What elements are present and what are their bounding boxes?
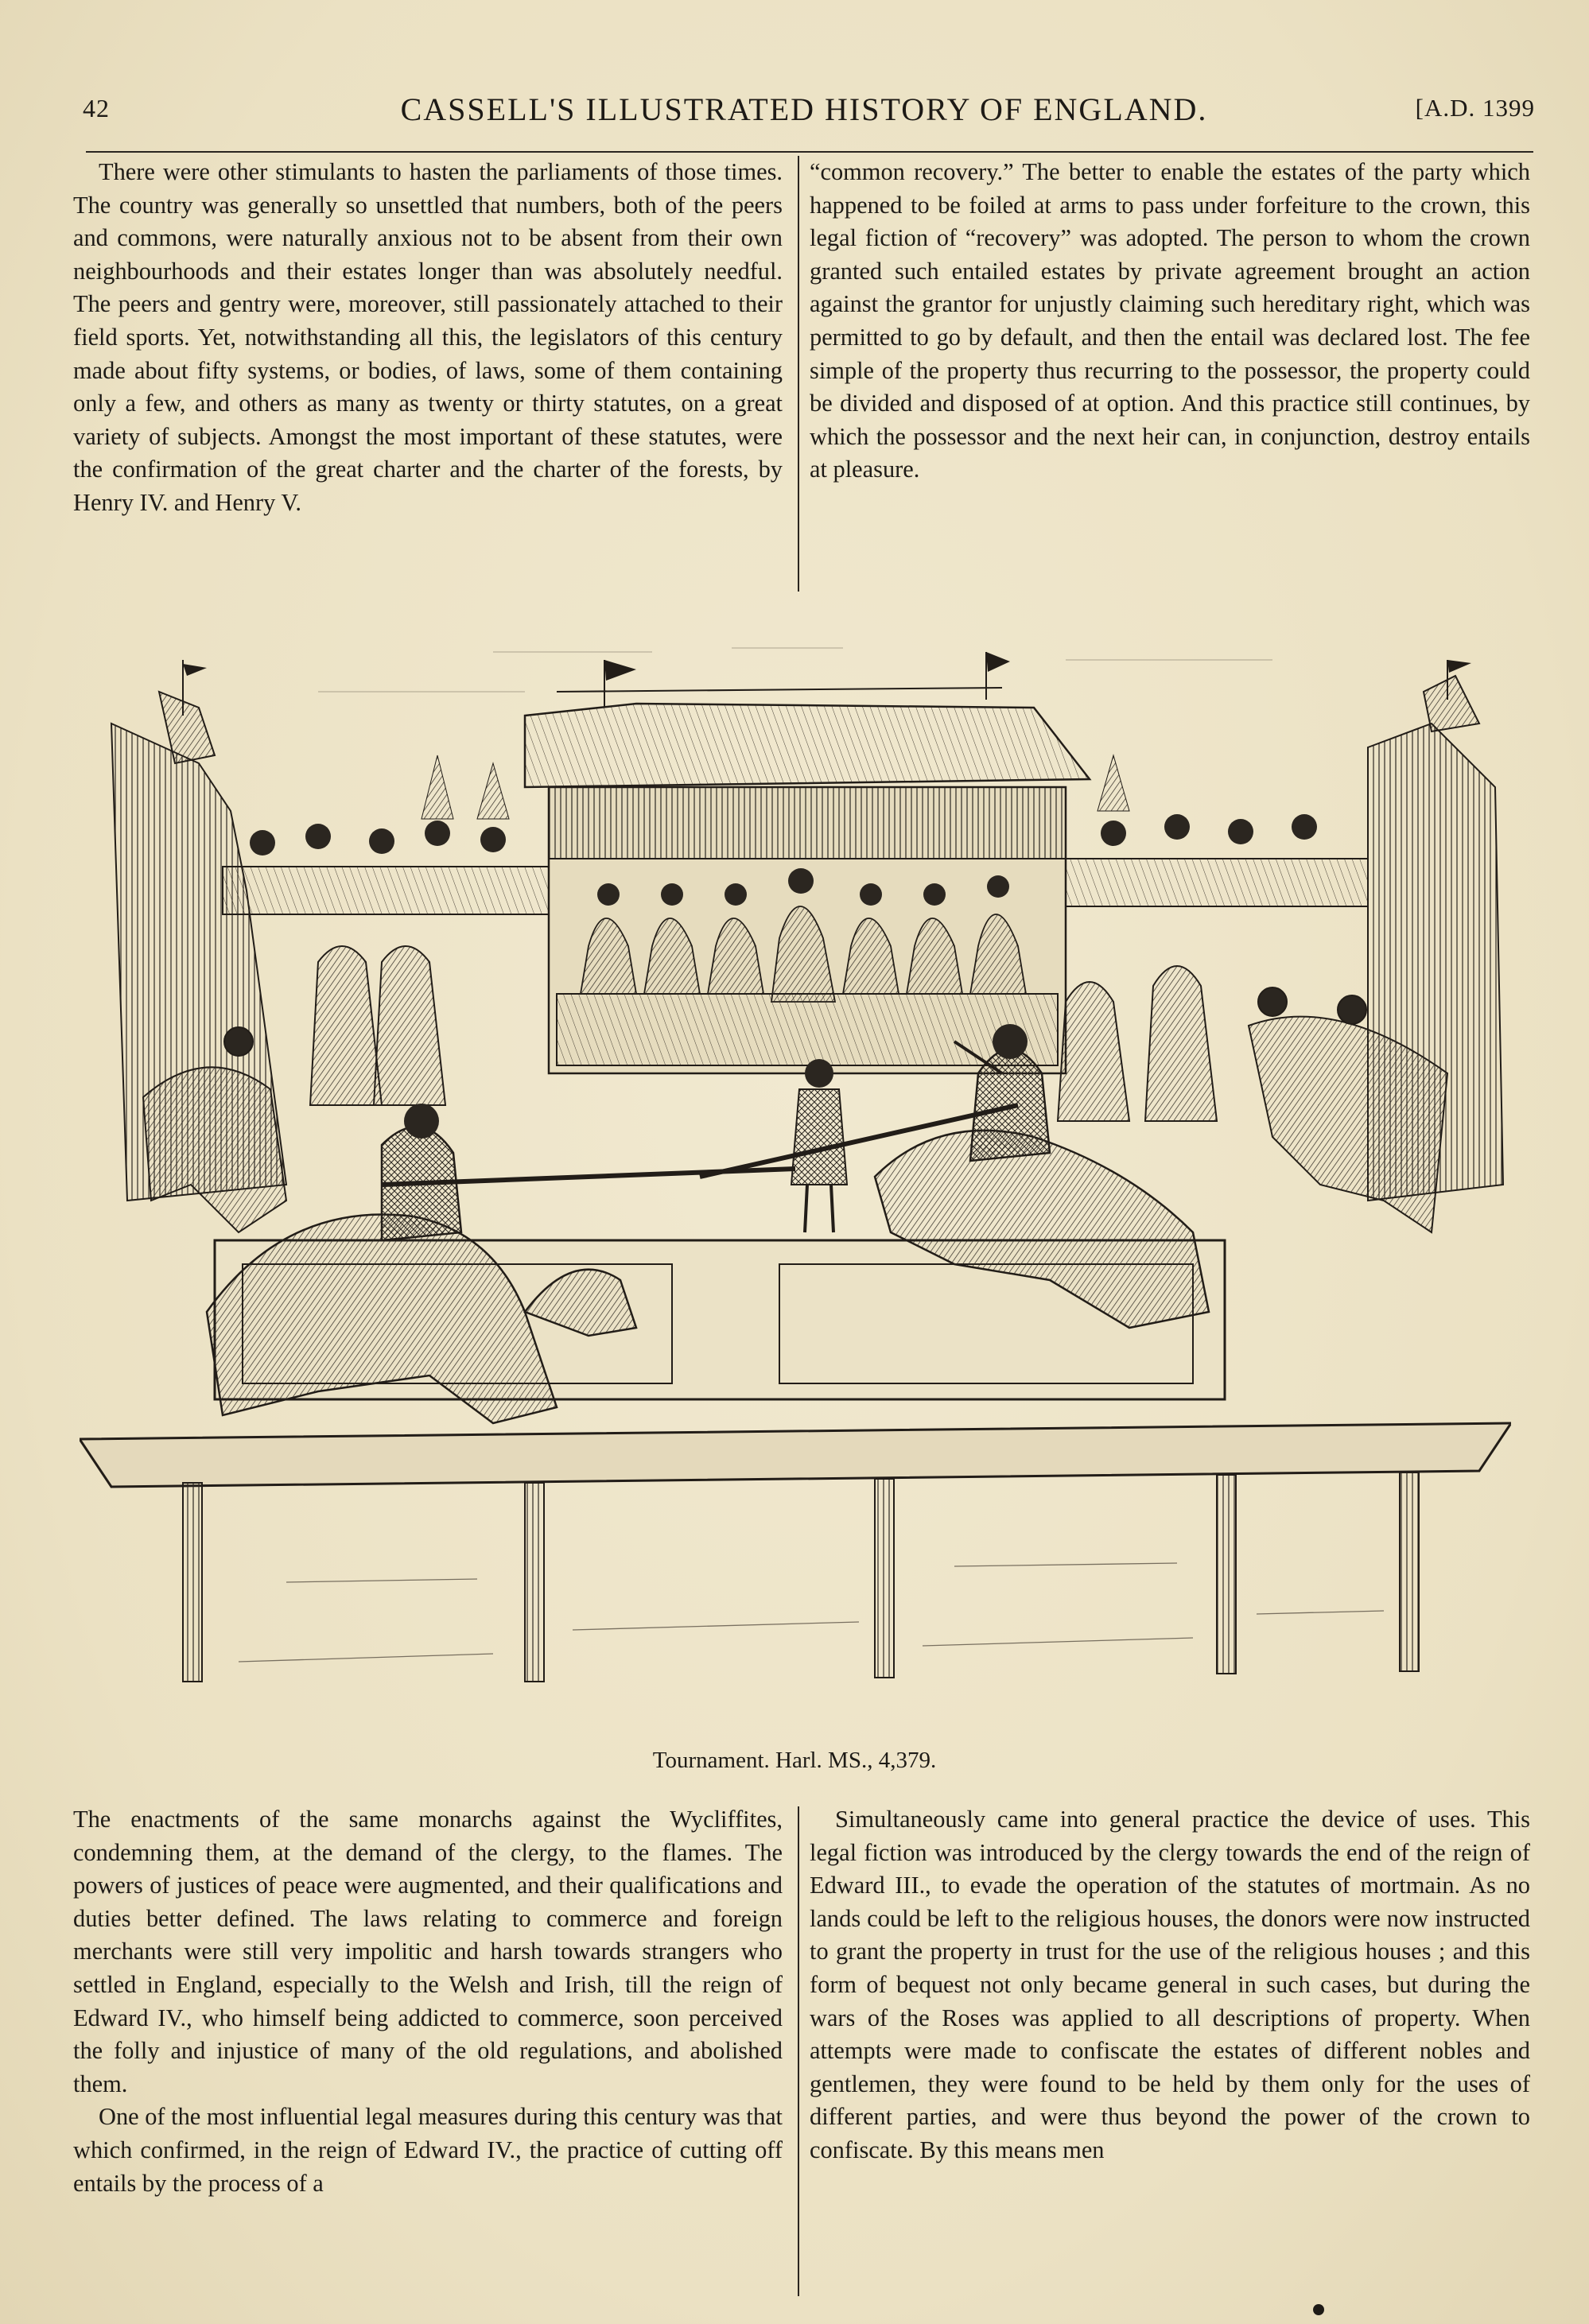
header-rule xyxy=(86,151,1533,153)
date-marker: [A.D. 1399 xyxy=(1415,94,1535,122)
illustration-caption: Tournament. Harl. MS., 4,379. xyxy=(652,1748,937,1773)
left-gallery xyxy=(223,755,549,914)
column-divider-bottom xyxy=(798,1806,799,2296)
paragraph: Simultaneously came into general practice the device of uses. This legal fiction was introduced by the clergy towards the end of the reign of Edward III., to evade the operation of the statutes of mortmain. As no lands could be left to the religious houses, the donors were now instructed to grant the property in trust for the use of the religious houses ; and this form of bequest not only became general in such cases, but during the wars of the Roses was applied to all descriptions of property. When attempts were made to confiscate the estates of different nobles and gentlemen, they were found to be held by them only for the uses of different parties, and were thus beyond the power of the crown to confiscate. By this means men xyxy=(810,1806,1530,2163)
top-left-column xyxy=(73,156,783,520)
paragraph: One of the most influential legal measures during this century was that which confirmed, in the reign of Edward IV., the practice of cutting off entails by the process of a xyxy=(73,2103,783,2197)
paragraph: The enactments of the same monarchs against the Wycliffites, condemning them, at the demand of the clergy, to the flames. The powers of justices of peace were augmented, and their qualifications and duties better defined. The laws relating to commerce and foreign merchants were still very impolitic and harsh towards strangers who settled in England, especially to the Welsh and Irish, till the reign of Edward IV., who himself being addicted to commerce, soon perceived the folly and injustice of many of the old regulations, and abolished them. xyxy=(73,1806,783,2097)
bottom-right-column xyxy=(810,1803,1530,2167)
column-divider-top xyxy=(798,156,799,592)
page-mark xyxy=(1313,2304,1324,2315)
right-gallery xyxy=(1066,755,1368,906)
bottom-left-column xyxy=(73,1803,783,2200)
book-title: CASSELL'S ILLUSTRATED HISTORY OF ENGLAND. xyxy=(400,91,1208,127)
royal-pavilion xyxy=(525,652,1090,1073)
paragraph: There were other stimulants to hasten the parliaments of those times. The country was generally so unsettled that numbers, both of the peers and commons, were naturally anxious not to be absent from their own neighbourhoods and their estates longer than was absolutely needful. The peers and gentry were, moreover, still passionately attached to their field sports. Yet, notwithstanding all this, the legislators of this century made about fifty systems, or bodies, of laws, some of them containing only a few, and others as many as twenty or thirty statutes, on a great variety of subjects. Amongst the most important of these statutes, were the confirmation of the great charter and the charter of the forests, by Henry IV. and Henry V. xyxy=(73,158,783,516)
tournament-engraving xyxy=(80,628,1511,1725)
top-right-column xyxy=(810,156,1530,487)
platform xyxy=(80,1423,1511,1682)
running-header xyxy=(73,87,1535,135)
page-number: 42 xyxy=(83,94,110,122)
sky-strokes xyxy=(318,648,1272,692)
paragraph: “common recovery.” The better to enable the estates of the party which happened to be foiled at arms to pass under forfeiture to the crown, this legal fiction of “recovery” was adopted. The person to whom the crown granted such entailed estates by private agreement brought an action against the grantor for unjustly claiming such hereditary right, which was permitted to go by default, and then the entail was declared lost. The fee simple of the property thus recurring to the possessor, the property could be divided and disposed of at option. And this practice still continues, by which the possessor and the next heir can, in conjunction, destroy entails at pleasure. xyxy=(810,158,1530,483)
